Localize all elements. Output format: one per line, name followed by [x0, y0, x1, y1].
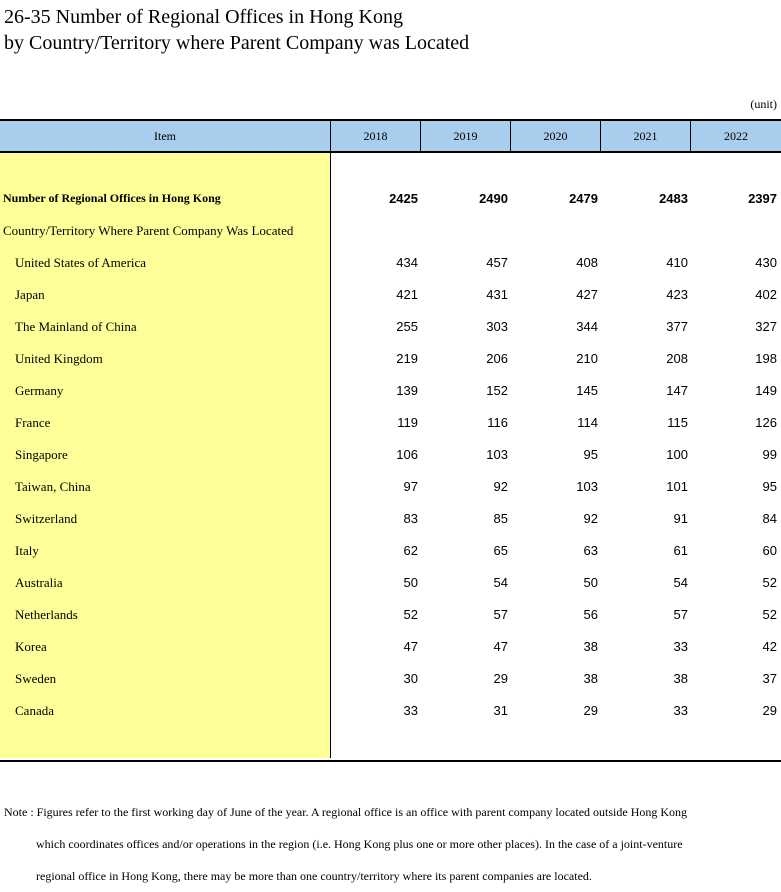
- cell-2022: 95: [762, 479, 777, 494]
- table-row: [0, 343, 781, 375]
- page-title: [4, 4, 469, 56]
- country-label: Australia: [15, 575, 63, 590]
- cell-2020: 210: [576, 351, 598, 366]
- table-row: [0, 663, 781, 695]
- total-2018: 2425: [389, 191, 418, 206]
- cell-2020: 427: [576, 287, 598, 302]
- cell-2022: 42: [762, 639, 777, 654]
- cell-2022: 52: [762, 607, 777, 622]
- cell-2019: 65: [493, 543, 508, 558]
- cell-2021: 115: [667, 415, 688, 430]
- table-row: [0, 567, 781, 599]
- cell-2022: 52: [762, 575, 777, 590]
- cell-2019: 29: [493, 671, 508, 686]
- cell-2021: 91: [673, 511, 688, 526]
- cell-2021: 61: [673, 543, 688, 558]
- table-row: [0, 375, 781, 407]
- subheading-label: Country/Territory Where Parent Company Was Located: [3, 223, 294, 238]
- cell-2018: 434: [396, 255, 418, 270]
- table-row: [0, 503, 781, 535]
- cell-2018: 30: [403, 671, 418, 686]
- cell-2020: 145: [576, 383, 598, 398]
- table-header: [0, 121, 781, 153]
- cell-2018: 83: [403, 511, 418, 526]
- cell-2018: 47: [403, 639, 418, 654]
- country-label: The Mainland of China: [15, 319, 137, 334]
- table-row: [0, 631, 781, 663]
- cell-2019: 431: [486, 287, 508, 302]
- total-2019: 2490: [479, 191, 508, 206]
- cell-2018: 97: [403, 479, 418, 494]
- cell-2019: 152: [486, 383, 508, 398]
- cell-2018: 33: [403, 703, 418, 718]
- country-label: Switzerland: [15, 511, 78, 526]
- cell-2018: 50: [403, 575, 418, 590]
- cell-2021: 33: [673, 639, 688, 654]
- total-2020: 2479: [569, 191, 598, 206]
- cell-2022: 149: [755, 383, 777, 398]
- cell-2021: 377: [666, 319, 688, 334]
- country-label: United Kingdom: [15, 351, 103, 366]
- cell-2020: 56: [583, 607, 598, 622]
- cell-2020: 408: [576, 255, 598, 270]
- cell-2022: 402: [755, 287, 777, 302]
- cell-2019: 103: [486, 447, 508, 462]
- cell-2019: 92: [493, 479, 508, 494]
- table-row: [0, 407, 781, 439]
- cell-2019: 116: [487, 415, 508, 430]
- table-row: [0, 311, 781, 343]
- cell-2022: 84: [762, 511, 777, 526]
- table-row: [0, 279, 781, 311]
- country-label: Italy: [15, 543, 39, 558]
- total-label: Number of Regional Offices in Hong Kong: [3, 191, 221, 205]
- footnote-line-2: which coordinates offices and/or operations in the region (i.e. Hong Kong plus one or more other places). In the case of a joint-venture: [36, 837, 683, 851]
- cell-2022: 29: [762, 703, 777, 718]
- cell-2020: 103: [576, 479, 598, 494]
- title-line-2: by Country/Territory where Parent Company was Located: [4, 32, 470, 54]
- cell-2021: 208: [666, 351, 688, 366]
- header-year-2018: 2018: [363, 129, 388, 143]
- cell-2019: 85: [493, 511, 508, 526]
- country-label: France: [15, 415, 51, 430]
- cell-2018: 106: [396, 447, 418, 462]
- header-year-2020: 2020: [543, 129, 568, 143]
- cell-2021: 100: [666, 447, 688, 462]
- cell-2021: 147: [666, 383, 688, 398]
- country-label: United States of America: [15, 255, 147, 270]
- title-line-1: 26-35 Number of Regional Offices in Hong Kong: [4, 6, 404, 28]
- cell-2020: 344: [576, 319, 598, 334]
- cell-2022: 430: [755, 255, 777, 270]
- country-label: Japan: [15, 287, 45, 302]
- table-row-total: [0, 183, 781, 215]
- footnote-line-1: Note : Figures refer to the first working day of June of the year. A regional office is an office with parent company located outside Hong Kong: [4, 805, 688, 819]
- country-label: Korea: [15, 639, 47, 654]
- cell-2021: 423: [666, 287, 688, 302]
- cell-2018: 421: [396, 287, 418, 302]
- country-label: Singapore: [15, 447, 68, 462]
- cell-2018: 52: [403, 607, 418, 622]
- cell-2022: 99: [762, 447, 777, 462]
- cell-2018: 139: [396, 383, 418, 398]
- cell-2021: 33: [673, 703, 688, 718]
- cell-2022: 60: [762, 543, 777, 558]
- cell-2019: 303: [486, 319, 508, 334]
- cell-2021: 38: [673, 671, 688, 686]
- cell-2018: 119: [397, 415, 418, 430]
- header-item: Item: [154, 129, 176, 143]
- subheading-row: [0, 215, 781, 247]
- cell-2019: 457: [486, 255, 508, 270]
- country-label: Canada: [15, 703, 54, 718]
- total-2021: 2483: [659, 191, 688, 206]
- table-row: [0, 439, 781, 471]
- cell-2019: 31: [493, 703, 508, 718]
- cell-2019: 54: [493, 575, 508, 590]
- country-label: Sweden: [15, 671, 57, 686]
- cell-2022: 126: [755, 415, 777, 430]
- cell-2021: 410: [666, 255, 688, 270]
- cell-2020: 63: [583, 543, 598, 558]
- cell-2020: 29: [583, 703, 598, 718]
- cell-2021: 101: [666, 479, 688, 494]
- footnote: [4, 796, 779, 892]
- cell-2022: 327: [755, 319, 777, 334]
- cell-2018: 255: [396, 319, 418, 334]
- header-year-2019: 2019: [453, 129, 478, 143]
- footnote-line-3: regional office in Hong Kong, there may be more than one country/territory where its parent companies are located.: [36, 869, 592, 883]
- data-table: [0, 119, 781, 762]
- unit-label: (unit): [750, 97, 777, 111]
- total-2022: 2397: [748, 191, 777, 206]
- country-label: Netherlands: [15, 607, 78, 622]
- cell-2022: 198: [755, 351, 777, 366]
- cell-2020: 50: [583, 575, 598, 590]
- cell-2020: 114: [577, 415, 598, 430]
- header-year-2022: 2022: [724, 129, 748, 143]
- cell-2020: 95: [583, 447, 598, 462]
- cell-2021: 54: [673, 575, 688, 590]
- cell-2021: 57: [673, 607, 688, 622]
- table-row: [0, 695, 781, 727]
- cell-2018: 219: [396, 351, 418, 366]
- cell-2020: 38: [583, 671, 598, 686]
- cell-2020: 38: [583, 639, 598, 654]
- cell-2019: 206: [486, 351, 508, 366]
- table-row: [0, 599, 781, 631]
- table-row: [0, 247, 781, 279]
- table-row: [0, 471, 781, 503]
- cell-2019: 57: [493, 607, 508, 622]
- cell-2019: 47: [493, 639, 508, 654]
- table-row: [0, 535, 781, 567]
- cell-2018: 62: [403, 543, 418, 558]
- cell-2022: 37: [762, 671, 777, 686]
- country-label: Germany: [15, 383, 64, 398]
- cell-2020: 92: [583, 511, 598, 526]
- country-label: Taiwan, China: [15, 479, 91, 494]
- header-year-2021: 2021: [633, 129, 658, 143]
